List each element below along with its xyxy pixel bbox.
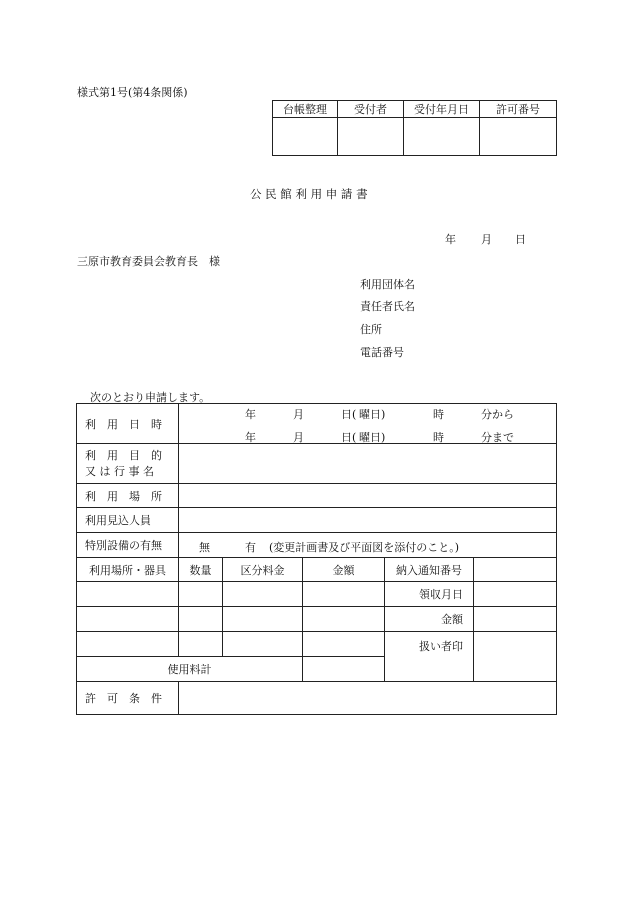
intro-text: 次のとおり申請します。: [90, 391, 211, 404]
usage-datetime-field[interactable]: [179, 404, 557, 444]
from-month: 月: [293, 408, 304, 421]
fee-cell-unit-fee[interactable]: [223, 582, 303, 607]
special-yes-option[interactable]: 有: [245, 541, 256, 554]
applicant-address-label: 住所: [360, 323, 382, 336]
to-month: 月: [293, 431, 304, 444]
office-cell-received-date[interactable]: [404, 118, 480, 156]
purpose-row: [77, 444, 557, 484]
purpose-label-line1: 利 用 目 的: [85, 448, 162, 462]
office-use-table: [272, 100, 557, 156]
page-title: 公 民 館 利 用 申 請 書: [250, 187, 368, 201]
permit-conditions-field[interactable]: [179, 682, 557, 715]
office-header-receiver: 受付者: [338, 101, 404, 118]
fee-cell-amount[interactable]: [303, 582, 385, 607]
usage-datetime-row: [77, 404, 557, 444]
fee-header-quantity: 数量: [179, 558, 223, 582]
handler-seal-field[interactable]: [474, 632, 557, 682]
from-hour: 時: [433, 408, 444, 421]
fee-row: [77, 582, 557, 607]
office-header-permit-number: 許可番号: [480, 101, 557, 118]
office-cell-permit-number[interactable]: [480, 118, 557, 156]
place-label: 利 用 場 所: [77, 484, 179, 508]
to-day: 日(: [341, 431, 357, 444]
special-equipment-label: 特別設備の有無: [77, 533, 179, 558]
permit-conditions-row: [77, 682, 557, 715]
fee-header-amount: 金額: [303, 558, 385, 582]
to-hour: 時: [433, 431, 444, 444]
office-header-ledger: 台帳整理: [273, 101, 338, 118]
from-day: 日(: [341, 408, 357, 421]
receipt-date-field[interactable]: [474, 582, 557, 607]
from-weekday: 曜日): [359, 408, 386, 421]
fee-header-unit-fee: 区分料金: [223, 558, 303, 582]
from-year: 年: [245, 408, 256, 421]
place-row: [77, 484, 557, 508]
handler-seal-label: 扱い者印: [385, 632, 474, 682]
fee-cell-quantity[interactable]: [179, 607, 223, 632]
attendees-row: [77, 508, 557, 533]
special-none-option[interactable]: 無: [199, 541, 210, 554]
date-day: 日: [515, 233, 526, 246]
applicant-phone-label: 電話番号: [360, 346, 404, 359]
attendees-field[interactable]: [179, 508, 557, 533]
date-year: 年: [445, 233, 456, 246]
fee-total-field[interactable]: [303, 657, 385, 682]
fee-cell-place[interactable]: [77, 582, 179, 607]
fee-cell-unit-fee[interactable]: [223, 607, 303, 632]
fee-row: [77, 632, 557, 657]
paid-amount-field[interactable]: [474, 607, 557, 632]
fee-header-row: [77, 558, 557, 582]
fee-header-notice-number: 納入通知番号: [385, 558, 474, 582]
to-minute: 分まで: [481, 431, 514, 444]
place-field[interactable]: [179, 484, 557, 508]
office-cell-ledger[interactable]: [273, 118, 338, 156]
applicant-responsible-name-label: 責任者氏名: [360, 300, 415, 313]
paid-amount-label: 金額: [385, 607, 474, 632]
fee-cell-place[interactable]: [77, 632, 179, 657]
addressee: 三原市教育委員会教育長 様: [77, 255, 220, 268]
special-equipment-row: [77, 533, 557, 558]
attendees-label: 利用見込人員: [77, 508, 179, 533]
purpose-label: [77, 444, 179, 484]
fee-cell-amount[interactable]: [303, 632, 385, 657]
permit-conditions-label: 許 可 条 件: [77, 682, 179, 715]
form-number: 様式第1号(第4条関係): [77, 86, 188, 99]
fee-cell-place[interactable]: [77, 607, 179, 632]
date-month: 月: [481, 233, 492, 246]
notice-number-field[interactable]: [474, 558, 557, 582]
to-weekday: 曜日): [359, 431, 386, 444]
fee-header-place: 利用場所・器具: [77, 558, 179, 582]
purpose-label-line2: 又 は 行 事 名: [85, 464, 154, 478]
fee-cell-unit-fee[interactable]: [223, 632, 303, 657]
office-cell-receiver[interactable]: [338, 118, 404, 156]
fee-row: [77, 607, 557, 632]
fee-cell-quantity[interactable]: [179, 582, 223, 607]
to-year: 年: [245, 431, 256, 444]
from-minute: 分から: [481, 408, 514, 421]
application-table: [76, 403, 557, 715]
office-header-received-date: 受付年月日: [404, 101, 480, 118]
fee-cell-amount[interactable]: [303, 607, 385, 632]
fee-total-label: 使用料計: [77, 657, 303, 682]
applicant-org-name-label: 利用団体名: [360, 278, 415, 291]
receipt-date-label: 領収月日: [385, 582, 474, 607]
purpose-field[interactable]: [179, 444, 557, 484]
fee-cell-quantity[interactable]: [179, 632, 223, 657]
usage-datetime-label: 利 用 日 時: [77, 404, 179, 444]
special-note: (変更計画書及び平面図を添付のこと。): [269, 541, 460, 554]
special-equipment-field: [179, 533, 557, 558]
